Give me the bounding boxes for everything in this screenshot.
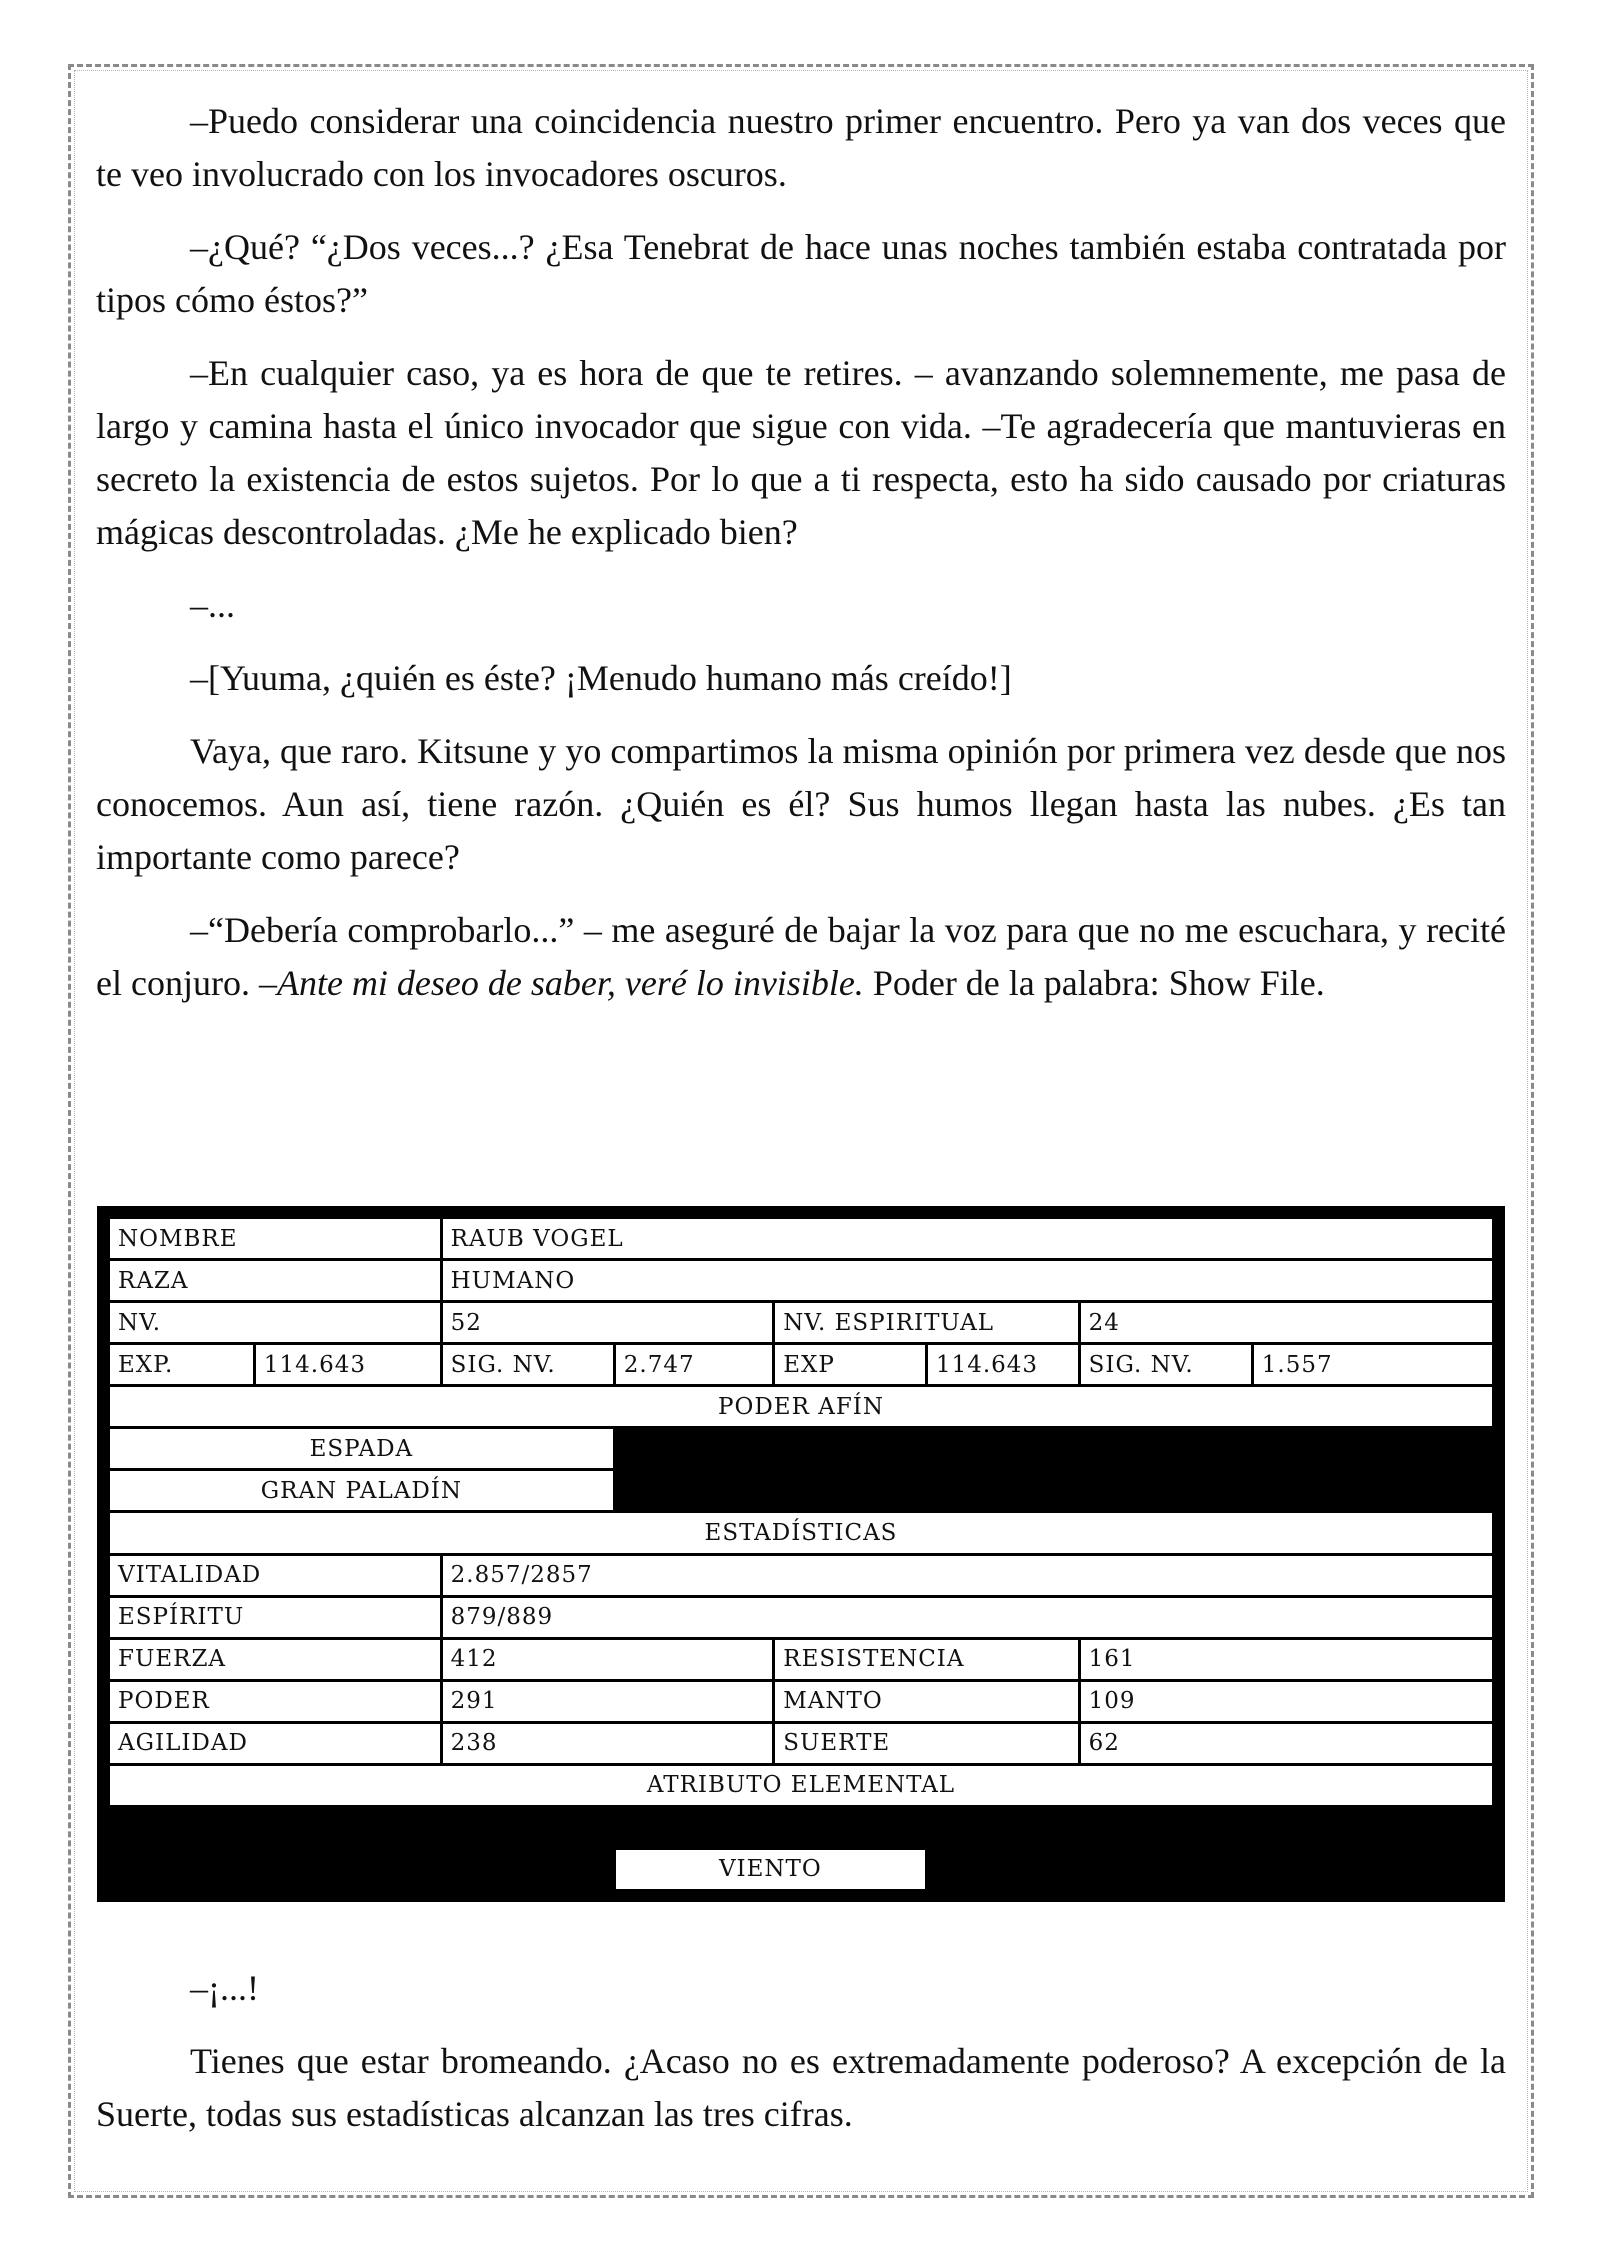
paragraph: –¡...! — [190, 1968, 259, 2008]
paragraph: –[Yuuma, ¿quién es éste? ¡Menudo humano más creído!] — [190, 658, 1012, 698]
hidden-cell — [928, 1808, 1492, 1847]
raza-label: RAZA — [110, 1261, 440, 1300]
nv-espiritual-value: 24 — [1081, 1303, 1492, 1342]
hidden-cell — [616, 1471, 925, 1510]
hidden-cell — [928, 1429, 1492, 1468]
sig-nv2-value: 1.557 — [1254, 1345, 1492, 1384]
hidden-cell — [110, 1850, 613, 1889]
poder-afin-header: PODER AFÍN — [110, 1387, 1492, 1426]
poder-afin-2: GRAN PALADÍN — [110, 1471, 613, 1510]
status-row-estadisticas-header — [110, 1513, 1492, 1552]
espiritu-value: 879/889 — [443, 1598, 1492, 1637]
status-row-espiritu — [110, 1598, 1492, 1637]
nv-value: 52 — [443, 1303, 773, 1342]
fuerza-value: 412 — [443, 1640, 773, 1679]
paragraph: Tienes que estar bromeando. ¿Acaso no es extremadamente poderoso? A excepción de la Suerte, todas sus estadísticas alcanzan las tres cifras. — [96, 2041, 1506, 2134]
paragraph: –¿Qué? “¿Dos veces...? ¿Esa Tenebrat de hace unas noches también estaba contratada por tipos cómo éstos?” — [96, 227, 1506, 320]
hidden-cell — [928, 1471, 1492, 1510]
narrative-bottom — [96, 1962, 1506, 2161]
estadisticas-header: ESTADÍSTICAS — [110, 1513, 1492, 1552]
nombre-value: RAUB VOGEL — [443, 1219, 1492, 1258]
status-row-poder-afin-2 — [110, 1471, 1492, 1510]
conjuro-text-end: Poder de la palabra: Show File. — [863, 963, 1325, 1003]
status-row-fuerza — [110, 1640, 1492, 1679]
paragraph: –Puedo considerar una coincidencia nuestro primer encuentro. Pero ya van dos veces que te veo involucrado con los invocadores oscuros. — [96, 101, 1506, 194]
status-row-poder-afin-header — [110, 1387, 1492, 1426]
resistencia-value: 161 — [1081, 1640, 1492, 1679]
paragraph: –En cualquier caso, ya es hora de que te retires. – avanzando solemnemente, me pasa de largo y camina hasta el único invocador que sigue con vida. –Te agradecería que mantuvieras en secreto la existencia de estos sujetos. Por lo que a ti respecta, esto ha sido causado por criaturas mágicas descontroladas. ¿Me he explicado bien? — [96, 353, 1506, 552]
nv-label: NV. — [110, 1303, 440, 1342]
hidden-cell — [616, 1429, 925, 1468]
vitalidad-label: VITALIDAD — [110, 1556, 440, 1595]
nombre-label: NOMBRE — [110, 1219, 440, 1258]
sig-nv2-label: SIG. NV. — [1081, 1345, 1251, 1384]
sig-nv-value: 2.747 — [616, 1345, 773, 1384]
fuerza-label: FUERZA — [110, 1640, 440, 1679]
status-row-atributo-header — [110, 1766, 1492, 1805]
exp2-value: 114.643 — [928, 1345, 1078, 1384]
paragraph: –... — [190, 585, 235, 625]
exp-label: EXP. — [110, 1345, 253, 1384]
paragraph: Vaya, que raro. Kitsune y yo compartimos la misma opinión por primera vez desde que nos conocemos. Aun así, tiene razón. ¿Quién es él? Sus humos llegan hasta las nubes. ¿Es tan importante como parece? — [96, 731, 1506, 877]
conjuro-text: –“Debería comprobarlo...” – me aseguré de bajar la voz para que no me escuchara, y recité el conjuro. – — [96, 910, 1506, 1003]
status-row-atributo-1 — [110, 1808, 1492, 1847]
hidden-cell — [616, 1808, 925, 1847]
status-row-vitalidad — [110, 1556, 1492, 1595]
poder-afin-1: ESPADA — [110, 1429, 613, 1468]
agilidad-label: AGILIDAD — [110, 1724, 440, 1763]
hidden-cell — [110, 1808, 613, 1847]
manto-label: MANTO — [775, 1682, 1077, 1721]
hidden-cell — [928, 1850, 1492, 1889]
status-table — [107, 1216, 1495, 1892]
vitalidad-value: 2.857/2857 — [443, 1556, 1492, 1595]
status-row-raza — [110, 1261, 1492, 1300]
sig-nv-label: SIG. NV. — [443, 1345, 613, 1384]
agilidad-value: 238 — [443, 1724, 773, 1763]
atributo-header: ATRIBUTO ELEMENTAL — [110, 1766, 1492, 1805]
status-row-agilidad — [110, 1724, 1492, 1763]
exp-value: 114.643 — [256, 1345, 440, 1384]
espiritu-label: ESPÍRITU — [110, 1598, 440, 1637]
exp2-label: EXP — [775, 1345, 925, 1384]
raza-value: HUMANO — [443, 1261, 1492, 1300]
status-row-poder-afin-1 — [110, 1429, 1492, 1468]
poder-value: 291 — [443, 1682, 773, 1721]
resistencia-label: RESISTENCIA — [775, 1640, 1077, 1679]
manto-value: 109 — [1081, 1682, 1492, 1721]
atributo-value: VIENTO — [616, 1850, 925, 1889]
suerte-value: 62 — [1081, 1724, 1492, 1763]
status-row-exp — [110, 1345, 1492, 1384]
paragraph-conjuro — [96, 904, 1506, 1010]
poder-label: PODER — [110, 1682, 440, 1721]
status-window — [97, 1206, 1505, 1902]
nv-espiritual-label: NV. ESPIRITUAL — [775, 1303, 1077, 1342]
conjuro-italic: Ante mi deseo de saber, veré lo invisible. — [276, 963, 864, 1003]
status-row-nombre — [110, 1219, 1492, 1258]
status-row-nivel — [110, 1303, 1492, 1342]
status-row-atributo-2 — [110, 1850, 1492, 1889]
narrative-top — [96, 95, 1506, 1030]
status-row-poder — [110, 1682, 1492, 1721]
suerte-label: SUERTE — [775, 1724, 1077, 1763]
